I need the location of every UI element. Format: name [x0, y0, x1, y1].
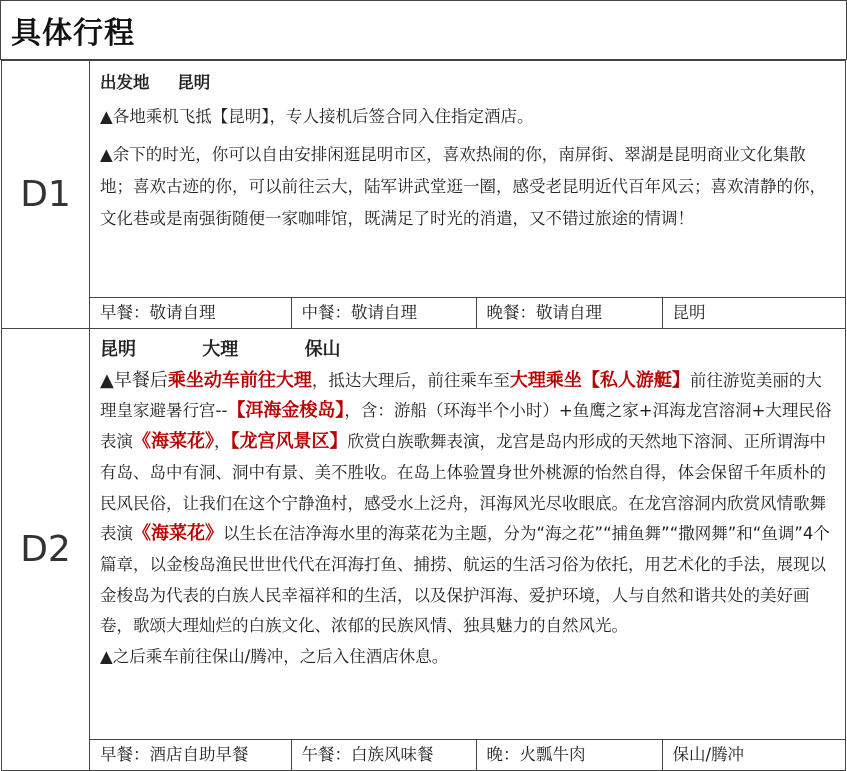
day-row-d1	[2, 61, 846, 298]
meal-breakfast: 早餐：敬请自理	[100, 303, 216, 322]
meals-table	[90, 740, 845, 770]
route-line	[100, 67, 837, 99]
meal-lodging: 保山/腾冲	[662, 740, 845, 770]
meal-lunch: 中餐：敬请自理	[291, 298, 476, 328]
day-row-d2	[2, 329, 846, 740]
route-line	[100, 335, 837, 366]
meal-lunch: 午餐：白族风味餐	[291, 740, 476, 770]
text-segment: ，含：游船（环海半个小时）+鱼鹰之家+洱海龙宫溶洞+大理民俗表演	[100, 401, 832, 452]
route-city: 大理	[202, 339, 239, 360]
highlight: 【洱海金梭岛】	[227, 400, 345, 422]
page-title: 具体行程	[11, 16, 135, 51]
route-city: 保山	[304, 339, 341, 360]
highlight: 《海菜花》	[133, 523, 223, 545]
text-segment: 以生长在洁净海水里的海菜花为主题，分为“海之花”“捕鱼舞”“撒网舞”和“鱼调”4个篇章，以金梭岛渔民世世代代在洱海打鱼、捕捞、航运的生活习俗为依托，用艺术化的手法，展现以金梭岛为代表的白族人民幸福祥和的生活，以及保护洱海、爱护环境，人与自然和谐共处的美好画卷，歌颂大理灿烂的白族文化、浓郁的民族风情、独具魅力的自然风光。	[100, 524, 830, 636]
paragraph	[100, 366, 837, 642]
meal-row-d2	[2, 740, 846, 771]
highlight: 大理乘坐【私人游艇】	[509, 369, 690, 391]
paragraph: ▲各地乘机飞抵【昆明】，专人接机后签合同入住指定酒店。	[100, 107, 534, 126]
day-label: D1	[2, 61, 90, 329]
meal-dinner: 晚餐：敬请自理	[476, 298, 662, 328]
paragraph: ▲余下的时光，你可以自由安排闲逛昆明市区，喜欢热闹的你，南屏街、翠湖是昆明商业文化集散地；喜欢古迹的你，可以前往云大，陆军讲武堂逛一圈，感受老昆明近代百年风云；喜欢清静的你，文化巷或是南强街随便一家咖啡馆，既满足了时光的消遣，又不错过旅途的情调！	[100, 145, 826, 228]
text-segment: ▲早餐后	[100, 369, 168, 391]
section-header	[0, 0, 847, 60]
paragraph: ▲之后乘车前往保山/腾冲，之后入住酒店休息。	[100, 647, 449, 667]
text-segment: ，抵达大理后，前往乘车至	[311, 370, 510, 390]
text-segment: 欣赏白族歌舞表演，龙宫是岛内形成的天然地下溶洞、正所谓海中有岛、岛中有洞、洞中有景、美不胜收。在岛上体验置身世外桃源的怡然自得，体会保留千年质朴的民风民俗，让我们在这个宁静渔村，感受水上泛舟，洱海风光尽收眼底。在龙宫溶洞内欣赏风情歌舞表演	[100, 432, 826, 544]
meals-table	[90, 298, 845, 328]
meal-lodging: 昆明	[662, 298, 845, 328]
meal-dinner: 晚：火瓢牛肉	[476, 740, 662, 770]
route-city: 昆明	[177, 73, 211, 92]
highlight: 《海菜花》	[133, 431, 214, 453]
highlight: 【龙宫风景区】	[230, 431, 348, 453]
text-segment: ，	[214, 432, 231, 452]
meal-row-d1	[2, 298, 846, 329]
route-from-label: 出发地	[100, 73, 150, 92]
highlight: 乘坐动车前往大理	[167, 369, 312, 391]
meal-breakfast: 早餐：酒店自助早餐	[100, 745, 249, 764]
day-label: D2	[2, 329, 90, 771]
route-city: 昆明	[100, 339, 136, 360]
day-content	[90, 329, 846, 740]
day-content	[90, 61, 846, 298]
itinerary-table	[1, 60, 846, 771]
text-segment: 前往游览美丽的大理皇家避暑行宫--	[100, 370, 822, 421]
